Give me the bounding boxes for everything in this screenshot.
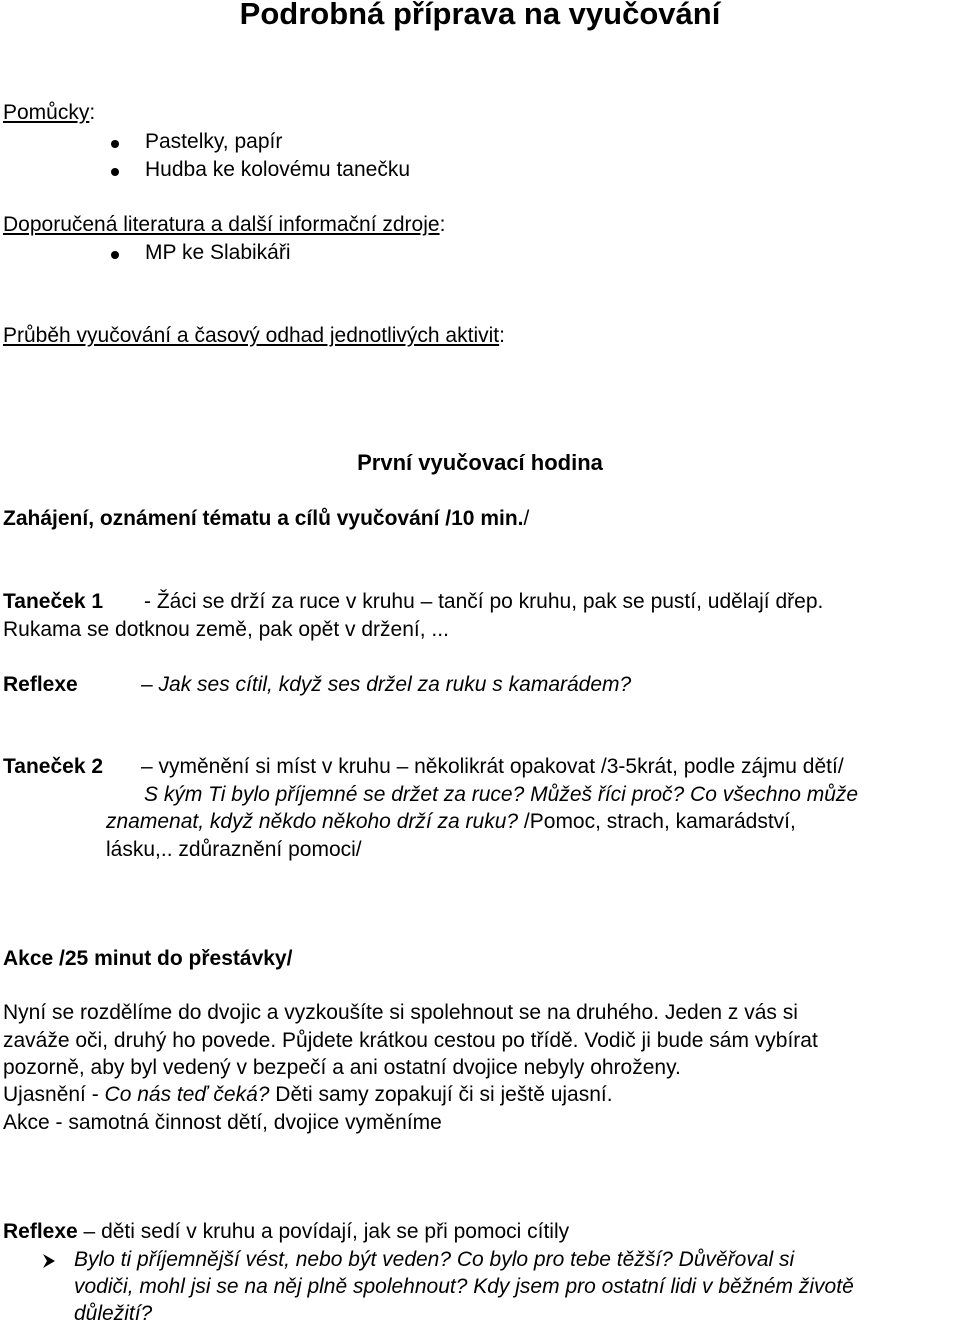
reflexe1-line (141, 673, 631, 697)
reflexe2-label: Reflexe (3, 1220, 78, 1243)
akce-p5: Akce - samotná činnost dětí, dvojice vyměníme (3, 1111, 442, 1134)
zahajeni-end: / (523, 507, 530, 530)
tanecek2-text: – vyměnění si míst v kruhu – několikrát opakovat /3-5krát, podle zájmu dětí/ (141, 755, 844, 778)
tanecek2-q1: S kým Ti bylo příjemné se držet za ruce? (144, 783, 525, 806)
literatura-item-1: MP ke Slabikáři (145, 241, 291, 264)
reflexe1-label: Reflexe (3, 673, 78, 696)
reflexe2-line (3, 1220, 569, 1244)
prubeh-label: Průběh vyučování a časový odhad jednotlivých aktivit (3, 324, 500, 347)
tanecek2-q2: Můžeš říci proč? (530, 783, 685, 806)
tanecek2-note2: lásku,.. zdůraznění pomoci/ (106, 838, 362, 861)
pomucky-colon: : (89, 101, 96, 124)
akce-heading: Akce /25 minut do přestávky/ (3, 947, 293, 970)
bullet-icon (111, 251, 119, 259)
tanecek2-note1: /Pomoc, strach, kamarádství, (523, 810, 796, 833)
reflexe1-dash: – (141, 673, 153, 696)
akce-p3: pozorně, aby byl vedený v bezpečí a ani ostatní dvojice nebyly ohroženy. (3, 1056, 681, 1079)
tanecek2-line3 (106, 810, 796, 834)
bullet-icon (111, 140, 119, 148)
prubeh-colon: : (499, 324, 505, 347)
tanecek2-q3b: znamenat, když někdo někoho drží za ruku? (106, 810, 519, 833)
zahajeni-line (3, 507, 529, 531)
hodina-heading: První vyučovací hodina (357, 450, 603, 475)
tanecek1-text: - Žáci se drží za ruce v kruhu – tančí po kruhu, pak se pustí, udělají dřep. (144, 590, 824, 613)
bullet-icon (111, 168, 119, 176)
literatura-heading (3, 213, 445, 237)
tanecek2-label: Taneček 2 (3, 755, 104, 778)
reflexe2-text: – děti sedí v kruhu a povídají, jak se při pomoci cítily (77, 1220, 570, 1243)
literatura-colon: : (439, 213, 446, 236)
pomucky-label: Pomůcky (3, 101, 90, 124)
arrow-bullet-icon (40, 1252, 58, 1270)
pomucky-item-2: Hudba ke kolovému tanečku (145, 158, 410, 181)
akce-p4b: Co nás teď čeká? (104, 1083, 270, 1106)
literatura-label: Doporučená literatura a další informační zdroje (3, 213, 440, 236)
akce-p4c: Děti samy zopakují či si ještě ujasní. (269, 1083, 613, 1106)
reflexe1-question: Jak ses cítil, když ses držel za ruku s kamarádem? (158, 673, 632, 696)
akce-p2: zaváže oči, druhý ho povede. Půjdete krátkou cestou po třídě. Vodič ji bude sám vybírat (3, 1029, 818, 1052)
akce-p4 (3, 1083, 613, 1107)
page-title: Podrobná příprava na vyučování (239, 0, 721, 31)
reflexe2-q1: Bylo ti příjemnější vést, nebo být veden? Co bylo pro tebe těžší? Důvěřoval si (74, 1248, 795, 1271)
reflexe2-q3: důležití? (74, 1302, 153, 1325)
akce-p1: Nyní se rozdělíme do dvojic a vyzkoušíte si spolehnout se na druhého. Jeden z vás si (3, 1001, 798, 1024)
zahajeni-text: Zahájení, oznámení tématu a cílů vyučování /10 min. (3, 507, 524, 530)
prubeh-heading (3, 324, 505, 348)
reflexe2-q2: vodiči, mohl jsi se na něj plně spolehnout? Kdy jsem pro ostatní lidi v běžném životě (74, 1275, 854, 1298)
tanecek1-text2: Rukama se dotknou země, pak opět v držení, ... (3, 618, 449, 641)
pomucky-item-1: Pastelky, papír (145, 130, 283, 153)
tanecek1-label: Taneček 1 (3, 590, 104, 613)
akce-p4a: Ujasnění - (3, 1083, 105, 1106)
tanecek2-questions (144, 783, 858, 807)
pomucky-heading (3, 101, 95, 125)
tanecek2-q3: Co všechno může (690, 783, 859, 806)
